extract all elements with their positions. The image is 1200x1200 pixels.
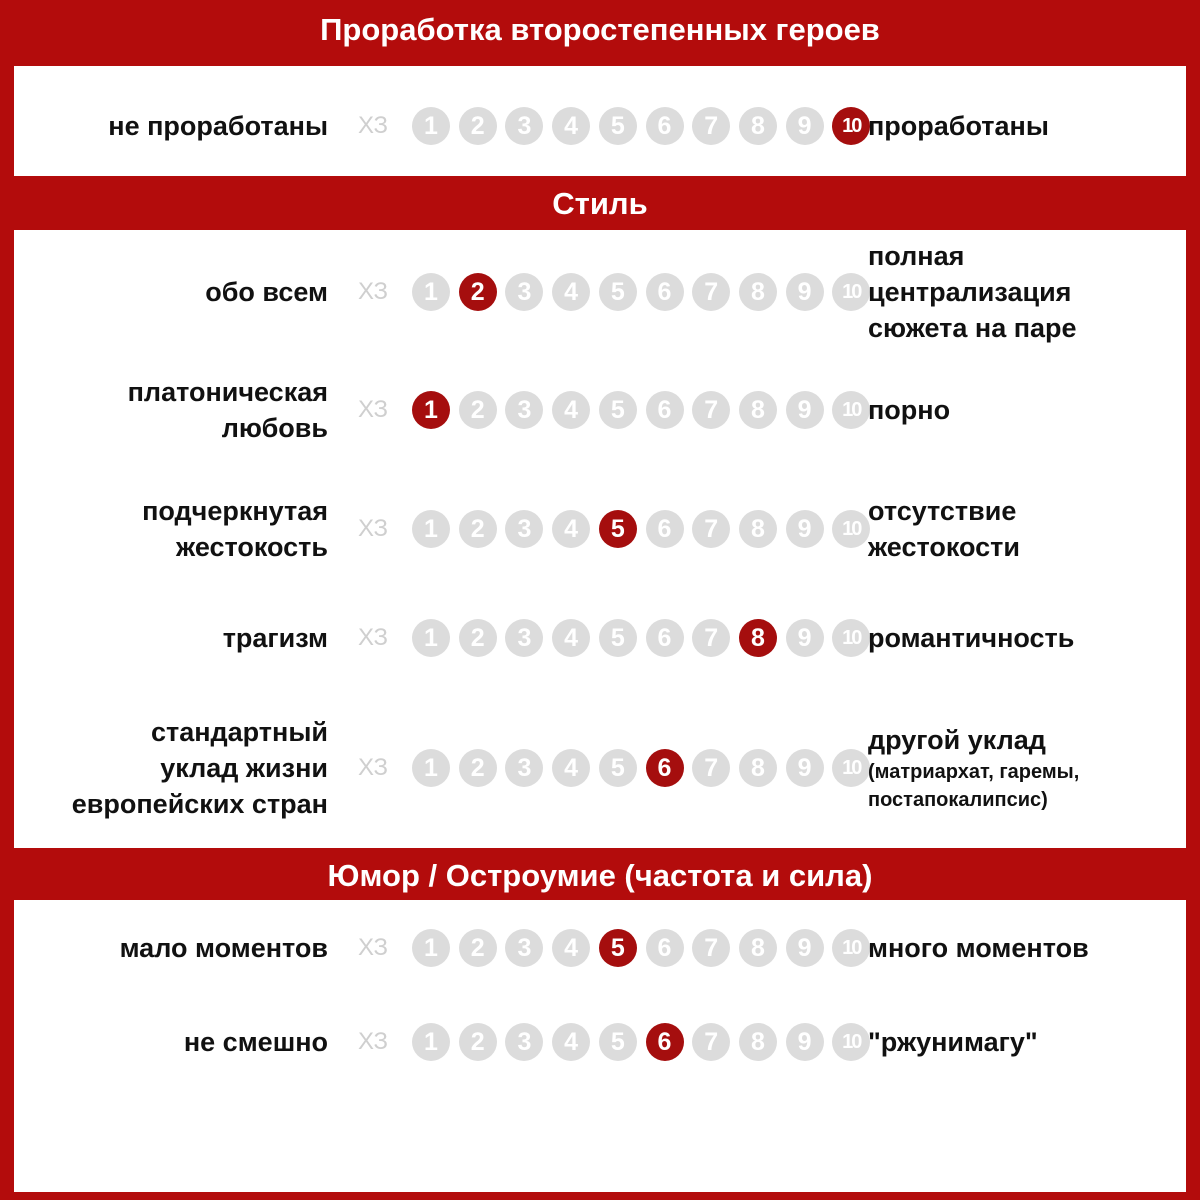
left-pole-label: [120, 930, 328, 966]
label-line: обо всем: [205, 277, 328, 307]
rating-dot: 7: [692, 510, 730, 548]
rating-dot: 10: [832, 273, 870, 311]
rating-dot: 8: [739, 107, 777, 145]
section-header-secondary-characters: [14, 0, 1186, 66]
rating-dot: 6: [646, 391, 684, 429]
selected-rating-dot: 8: [739, 619, 777, 657]
rating-dot: 5: [599, 273, 637, 311]
dont-know-option: ХЗ: [358, 754, 388, 781]
rating-row: [14, 230, 1186, 355]
left-pole-label: [184, 1024, 328, 1060]
rating-scale: [355, 391, 859, 429]
rating-dot: 1: [412, 510, 450, 548]
rating-dot: 7: [692, 929, 730, 967]
rating-dot: 3: [505, 391, 543, 429]
rating-dot: 8: [739, 273, 777, 311]
rating-row: [14, 995, 1186, 1090]
rating-dot: 7: [692, 107, 730, 145]
label-line: подчеркнутая: [142, 496, 328, 526]
rating-scale: [355, 929, 859, 967]
rating-scale: [355, 1023, 859, 1061]
left-pole-label: [223, 620, 328, 656]
rating-dot: 4: [552, 1023, 590, 1061]
rating-dot: 8: [739, 510, 777, 548]
rating-row: [14, 690, 1186, 848]
selected-rating-dot: 10: [832, 107, 870, 145]
left-pole-label: [108, 108, 328, 144]
rating-dot: 4: [552, 619, 590, 657]
label-line: другой уклад: [868, 725, 1046, 755]
right-pole-label: [868, 493, 1020, 565]
rating-dot: 5: [599, 107, 637, 145]
rating-scale: [355, 107, 859, 145]
label-line: полная: [868, 241, 965, 271]
rating-dot: 3: [505, 1023, 543, 1061]
right-pole-label: [868, 1024, 1038, 1060]
selected-rating-dot: 6: [646, 1023, 684, 1061]
rating-dot: 10: [832, 510, 870, 548]
label-line: централизация: [868, 277, 1072, 307]
dont-know-option: ХЗ: [358, 112, 388, 139]
rating-dot: 7: [692, 1023, 730, 1061]
left-pole-label: [205, 274, 328, 310]
rating-dot: 9: [786, 929, 824, 967]
rating-dot: 7: [692, 749, 730, 787]
rating-dot: 3: [505, 273, 543, 311]
rating-dot: 7: [692, 273, 730, 311]
rating-dot: 9: [786, 619, 824, 657]
label-line: проработаны: [868, 111, 1049, 141]
rating-dot: 1: [412, 273, 450, 311]
rating-dot: 6: [646, 510, 684, 548]
label-line: романтичность: [868, 623, 1075, 653]
rating-dot: 8: [739, 929, 777, 967]
label-line: не смешно: [183, 1027, 328, 1057]
dont-know-option: ХЗ: [358, 1028, 388, 1055]
left-pole-label: [142, 493, 328, 565]
section-header-style: [14, 176, 1186, 230]
label-line: уклад жизни: [160, 753, 328, 783]
rating-dot: 1: [412, 929, 450, 967]
rating-dot: 4: [552, 510, 590, 548]
right-pole-label: [868, 238, 1077, 346]
rating-row: [14, 590, 1186, 690]
rating-scale: [355, 749, 859, 787]
label-subline: постапокалипсис): [868, 789, 1048, 811]
rating-dot: 9: [786, 273, 824, 311]
rating-dot: 2: [459, 510, 497, 548]
selected-rating-dot: 6: [646, 749, 684, 787]
dont-know-option: ХЗ: [358, 624, 388, 651]
rating-dot: 6: [646, 107, 684, 145]
label-line: сюжета на паре: [868, 313, 1077, 343]
rating-dot: 4: [552, 273, 590, 311]
right-pole-label: [868, 392, 950, 428]
label-line: любовь: [221, 413, 328, 443]
rating-dot: 3: [505, 107, 543, 145]
rating-dot: 10: [832, 1023, 870, 1061]
label-line: стандартный: [150, 717, 328, 747]
rating-dot: 4: [552, 391, 590, 429]
rating-dot: 1: [412, 107, 450, 145]
rating-scale: [355, 619, 859, 657]
dont-know-option: ХЗ: [358, 515, 388, 542]
dont-know-option: ХЗ: [358, 278, 388, 305]
rating-dot: 3: [505, 929, 543, 967]
rating-dot: 8: [739, 1023, 777, 1061]
rating-dot: 7: [692, 391, 730, 429]
rating-dot: 5: [599, 391, 637, 429]
rating-dot: 2: [459, 107, 497, 145]
section-title: Стиль: [552, 186, 648, 221]
rating-dot: 2: [459, 391, 497, 429]
label-line: жестокость: [176, 532, 328, 562]
rating-dot: 5: [599, 1023, 637, 1061]
label-line: порно: [868, 395, 951, 425]
rating-dot: 1: [412, 1023, 450, 1061]
rating-dot: 6: [646, 619, 684, 657]
selected-rating-dot: 1: [412, 391, 450, 429]
right-pole-label: [868, 620, 1074, 656]
dont-know-option: ХЗ: [358, 396, 388, 423]
selected-rating-dot: 2: [459, 273, 497, 311]
rating-dot: 2: [459, 749, 497, 787]
rating-dot: 10: [832, 619, 870, 657]
label-line: отсутствие: [868, 496, 1017, 526]
section-title: Проработка второстепенных героев: [320, 12, 880, 47]
selected-rating-dot: 5: [599, 510, 637, 548]
rating-dot: 2: [459, 619, 497, 657]
rating-dot: 3: [505, 510, 543, 548]
label-line: "ржунимагу": [868, 1027, 1038, 1057]
rating-dot: 4: [552, 929, 590, 967]
rating-dot: 9: [786, 391, 824, 429]
label-line: трагизм: [222, 623, 328, 653]
rating-dot: 9: [786, 749, 824, 787]
rating-row: [14, 900, 1186, 995]
rating-dot: 3: [505, 749, 543, 787]
rating-row: [14, 66, 1186, 176]
rating-dot: 8: [739, 391, 777, 429]
rating-row: [14, 465, 1186, 590]
label-line: жестокости: [868, 532, 1020, 562]
label-line: много моментов: [868, 933, 1089, 963]
label-line: мало моментов: [119, 933, 328, 963]
rating-scale: [355, 273, 859, 311]
rating-dot: 2: [459, 929, 497, 967]
right-pole-label: [868, 930, 1089, 966]
rating-dot: 1: [412, 619, 450, 657]
right-pole-label: [868, 722, 1079, 814]
rating-row: [14, 355, 1186, 465]
rating-dot: 8: [739, 749, 777, 787]
rating-dot: 4: [552, 107, 590, 145]
rating-dot: 6: [646, 929, 684, 967]
dont-know-option: ХЗ: [358, 934, 388, 961]
rating-dot: 2: [459, 1023, 497, 1061]
label-line: платоническая: [127, 377, 328, 407]
left-pole-label: [72, 714, 328, 822]
rating-dot: 9: [786, 1023, 824, 1061]
rating-dot: 9: [786, 510, 824, 548]
rating-dot: 9: [786, 107, 824, 145]
rating-dot: 10: [832, 929, 870, 967]
rating-dot: 10: [832, 749, 870, 787]
rating-dot: 4: [552, 749, 590, 787]
rating-dot: 5: [599, 619, 637, 657]
selected-rating-dot: 5: [599, 929, 637, 967]
rating-scale: [355, 510, 859, 548]
label-line: европейских стран: [71, 789, 328, 819]
label-subline: (матриархат, гаремы,: [868, 761, 1080, 783]
label-line: не проработаны: [108, 111, 328, 141]
rating-dot: 5: [599, 749, 637, 787]
section-title: Юмор / Остроумие (частота и сила): [327, 858, 873, 893]
rating-dot: 10: [832, 391, 870, 429]
rating-dot: 6: [646, 273, 684, 311]
rating-dot: 7: [692, 619, 730, 657]
left-pole-label: [128, 374, 328, 446]
right-pole-label: [868, 108, 1049, 144]
rating-dot: 3: [505, 619, 543, 657]
rating-dot: 1: [412, 749, 450, 787]
section-header-humor: [14, 848, 1186, 900]
